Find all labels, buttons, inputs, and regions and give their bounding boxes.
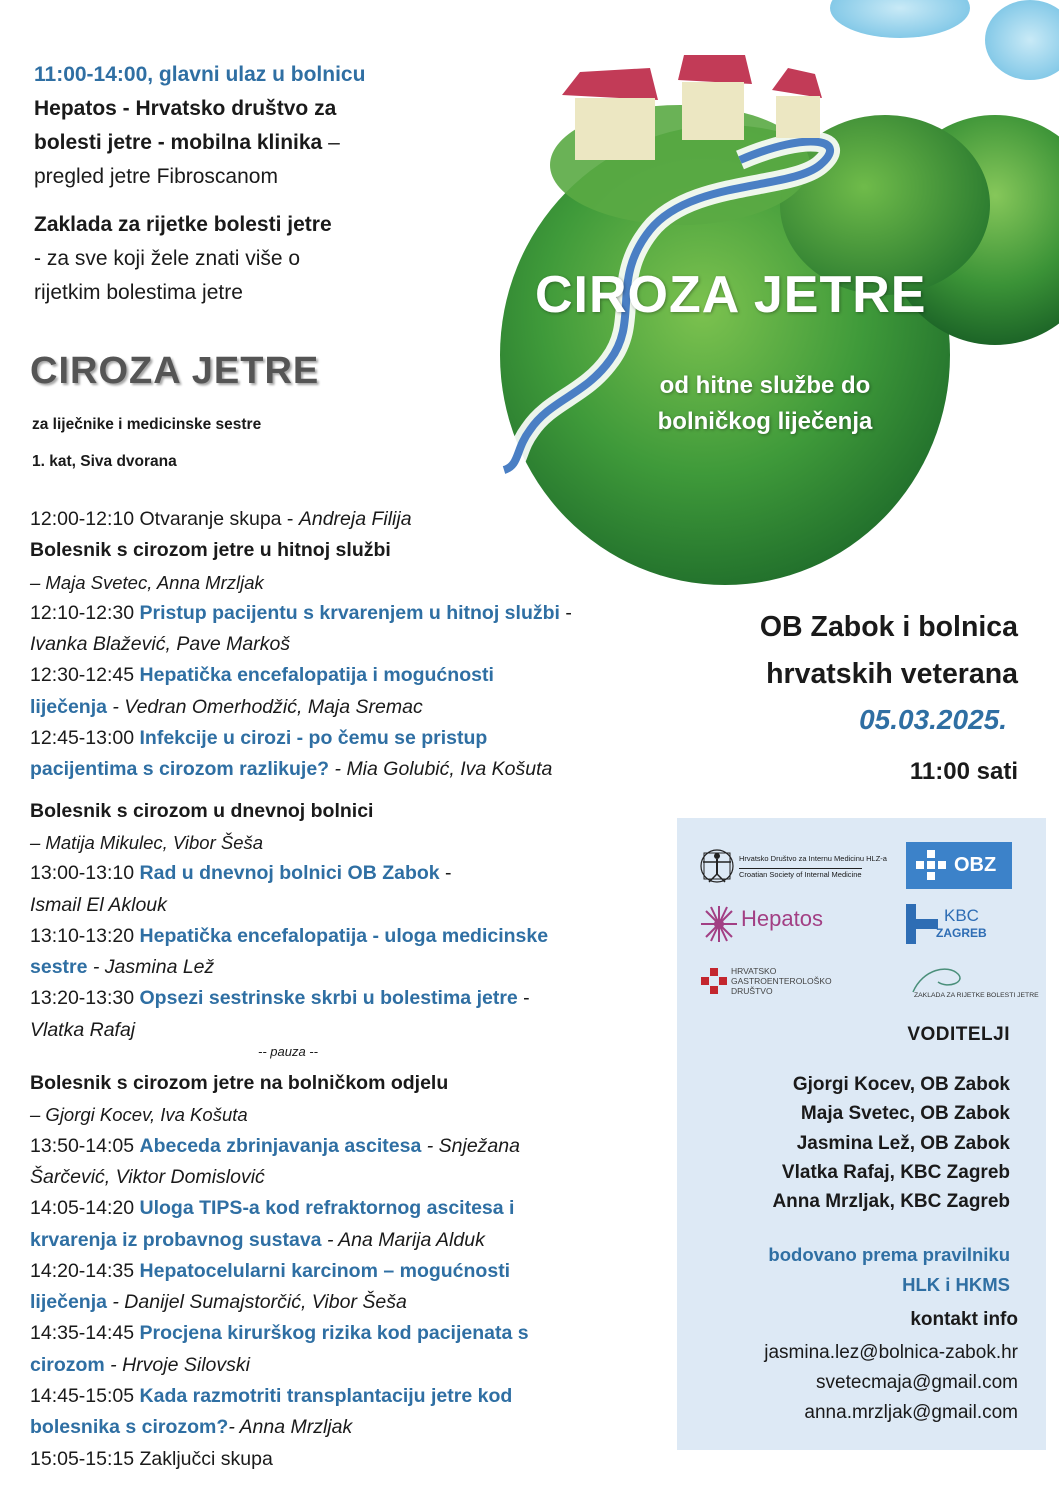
item-time: 13:20-13:30 <box>30 987 140 1010</box>
item-title-cont: cirozom <box>30 1353 105 1376</box>
contact-list <box>764 1338 1018 1428</box>
item-speaker-cont: Šarčević, Viktor Domislović <box>30 1165 265 1188</box>
section-title: Bolesnik s cirozom jetre na bolničkom odjelu <box>30 1072 449 1095</box>
item-dash: - <box>559 601 572 624</box>
item-speaker: - Jasmina Lež <box>87 956 215 979</box>
program-item <box>30 983 670 1014</box>
program-schedule <box>30 504 670 1475</box>
item-title: Kada razmotriti transplantaciju jetre kod <box>139 1385 513 1408</box>
obz-cross-icon <box>914 848 948 882</box>
program-room: 1. kat, Siva dvorana <box>32 453 177 470</box>
hgd-logo-text <box>731 966 832 996</box>
zaklada-logo <box>906 964 1039 1006</box>
mobile-clinic-info <box>34 58 454 194</box>
item-title-cont: bolesnika s cirozom? <box>30 1416 229 1439</box>
section-title: Bolesnik s cirozom jetre u hitnoj službi <box>30 539 391 562</box>
item-dash: - <box>517 987 530 1010</box>
program-item <box>30 1256 670 1287</box>
item-time: 12:10-12:30 <box>30 601 140 624</box>
item-title: Hepatička encefalopatija - uloga medicinske <box>139 924 549 947</box>
venue-line1: OB Zabok i bolnica <box>759 611 1018 643</box>
item-speaker: Andreja Filija <box>298 508 412 530</box>
moderator-item: Anna Mrzljak, KBC Zagreb <box>772 1191 1010 1213</box>
item-title: Rad u dnevnoj bolnici OB Zabok <box>139 862 440 885</box>
hero-title: CIROZA JETRE <box>535 266 927 324</box>
kbc-icon <box>906 904 940 944</box>
item-time: 12:45-13:00 <box>30 727 140 750</box>
item-speaker: - Vedran Omerhodžić, Maja Sremac <box>106 695 423 718</box>
hdim-logo <box>699 846 887 886</box>
item-title: Abeceda zbrinjavanja ascitesa <box>139 1134 422 1157</box>
item-speaker: Ivanka Blažević, Pave Markoš <box>30 633 291 656</box>
item-title: Hepatička encefalopatija i mogućnosti <box>139 664 494 687</box>
obz-logo <box>906 842 1012 889</box>
hgd-logo-line3: DRUŠTVO <box>731 986 773 996</box>
program-item <box>30 1444 670 1475</box>
program-item <box>30 598 670 629</box>
item-title: Pristup pacijentu s krvarenjem u hitnoj službi <box>139 601 560 624</box>
program-title: CIROZA JETRE <box>30 350 320 392</box>
item-title-cont: sestre <box>30 956 88 979</box>
section-chairs: – Gjorgi Kocev, Iva Košuta <box>30 1104 248 1126</box>
mobile-clinic-description: pregled jetre Fibroscanom <box>34 165 278 188</box>
item-time: 12:00-12:10 <box>30 508 135 530</box>
item-speaker: Ismail El Aklouk <box>30 893 167 916</box>
kbc-logo-line2: ZAGREB <box>936 926 987 940</box>
item-time: 14:20-14:35 <box>30 1259 140 1282</box>
item-speaker: - Anna Mrzljak <box>228 1416 353 1439</box>
item-title-cont: liječenja <box>30 1291 107 1314</box>
zaklada-swirl-icon <box>908 964 978 994</box>
hepatos-flower-icon <box>699 904 739 944</box>
moderators-list <box>772 1070 1010 1216</box>
hgd-logo-line1: HRVATSKO <box>731 966 777 976</box>
item-speaker: - Hrvoje Silovski <box>104 1353 250 1376</box>
item-title: Uloga TIPS-a kod refraktornog ascitesa i <box>139 1197 515 1220</box>
program-item <box>30 723 670 754</box>
program-item <box>30 1318 670 1349</box>
item-title: Procjena kirurškog rizika kod pacijenata s <box>139 1322 529 1345</box>
kbc-logo-line1: KBC <box>944 906 979 925</box>
item-time: 13:00-13:10 <box>30 862 140 885</box>
organizers-panel <box>677 818 1046 1450</box>
foundation-line3: rijetkim bolestima jetre <box>34 281 243 304</box>
item-dash: - <box>439 862 452 885</box>
event-time: 11:00 sati <box>909 758 1018 785</box>
venue <box>760 604 1018 698</box>
item-title-cont: pacijentima s cirozom razlikuje? <box>30 758 330 781</box>
moderator-item: Vlatka Rafaj, KBC Zagreb <box>781 1161 1010 1183</box>
program-item <box>30 1193 670 1224</box>
item-title-cont: krvarenja iz probavnog sustava <box>30 1228 322 1251</box>
hdim-logo-line1: Hrvatsko Društvo za Internu Medicinu HLZ-a <box>739 854 887 863</box>
item-time: 12:30-12:45 <box>30 664 140 687</box>
venue-line2: hrvatskih veterana <box>766 658 1018 690</box>
moderator-item: Gjorgi Kocev, OB Zabok <box>792 1074 1010 1095</box>
vitruvian-icon <box>699 846 735 886</box>
program-item <box>30 1131 670 1162</box>
mobile-clinic-dash: – <box>322 131 340 154</box>
program-audience: za liječnike i medicinske sestre <box>32 416 262 433</box>
item-title: Hepatocelularni karcinom – mogućnosti <box>139 1259 511 1282</box>
pause-label: -- pauza -- <box>258 1044 318 1060</box>
item-time: 15:05-15:15 <box>30 1447 135 1470</box>
item-title: Opsezi sestrinske skrbi u bolestima jetre <box>139 987 518 1010</box>
contact-email[interactable]: jasmina.lez@bolnica-zabok.hr <box>764 1342 1018 1363</box>
item-time: 14:45-15:05 <box>30 1385 140 1408</box>
program-item <box>30 858 670 889</box>
item-speaker: Vlatka Rafaj <box>30 1018 136 1041</box>
hero-subtitle <box>600 368 930 440</box>
zaklada-logo-text: ZAKLADA ZA RIJETKE BOLESTI JETRE <box>914 992 1039 999</box>
item-title: Otvaranje skupa - <box>134 508 299 530</box>
hgd-logo <box>699 964 849 1008</box>
mobile-clinic-org-line1: Hepatos - Hrvatsko društvo za <box>34 97 337 120</box>
item-speaker: - Snježana <box>421 1134 520 1157</box>
cme-line1: bodovano prema pravilniku <box>768 1244 1010 1265</box>
item-time: 13:50-14:05 <box>30 1134 140 1157</box>
item-title-cont: liječenja <box>30 695 107 718</box>
foundation-line2: - za sve koji žele znati više o <box>34 247 301 270</box>
hdim-logo-line2: Croatian Society of Internal Medicine <box>739 870 862 879</box>
item-time: 13:10-13:20 <box>30 924 140 947</box>
item-time: 14:05-14:20 <box>30 1197 140 1220</box>
hepatos-logo-text: Hepatos <box>741 906 823 931</box>
item-speaker: - Danijel Sumajstorčić, Vibor Šeša <box>106 1291 407 1314</box>
program-item <box>30 660 670 691</box>
item-speaker: - Ana Marija Alduk <box>321 1228 485 1251</box>
cme-credits <box>768 1240 1010 1300</box>
item-speaker: - Mia Golubić, Iva Košuta <box>329 758 553 781</box>
moderator-item: Jasmina Lež, OB Zabok <box>796 1132 1010 1154</box>
section-chairs: – Matija Mikulec, Vibor Šeša <box>30 831 264 853</box>
item-title: Infekcije u cirozi - po čemu se pristup <box>139 727 488 750</box>
foundation-title: Zaklada za rijetke bolesti jetre <box>34 213 332 236</box>
section-title: Bolesnik s cirozom u dnevnoj bolnici <box>30 799 374 822</box>
foundation-info <box>34 208 454 310</box>
mobile-clinic-time-place: 11:00-14:00, glavni ulaz u bolnicu <box>34 63 366 86</box>
contact-title: kontakt info <box>910 1309 1018 1330</box>
program-item <box>30 1381 670 1412</box>
event-date: 05.03.2025. <box>859 704 1007 735</box>
hero-subtitle-line2: bolničkog liječenja <box>657 408 873 435</box>
hgd-checker-icon <box>701 968 727 998</box>
item-title: Zaključci skupa <box>134 1447 273 1470</box>
program-item <box>30 504 670 535</box>
program-item <box>30 921 670 952</box>
kbc-zagreb-logo <box>906 904 996 948</box>
moderators-title: VODITELJI <box>907 1024 1010 1045</box>
item-time: 14:35-14:45 <box>30 1322 140 1345</box>
cme-line2: HLK i HKMS <box>902 1274 1010 1295</box>
contact-email[interactable]: svetecmaja@gmail.com <box>816 1372 1018 1393</box>
obz-logo-text: OBZ <box>954 854 997 876</box>
moderator-item: Maja Svetec, OB Zabok <box>800 1103 1010 1125</box>
hgd-logo-line2: GASTROENTEROLOŠKO <box>731 976 832 986</box>
section-chairs: – Maja Svetec, Anna Mrzljak <box>30 571 264 593</box>
mobile-clinic-org-line2: bolesti jetre - mobilna klinika <box>34 131 323 154</box>
hero-subtitle-line1: od hitne službe do <box>659 372 871 399</box>
contact-email[interactable]: anna.mrzljak@gmail.com <box>804 1402 1018 1423</box>
hepatos-logo <box>699 904 839 948</box>
